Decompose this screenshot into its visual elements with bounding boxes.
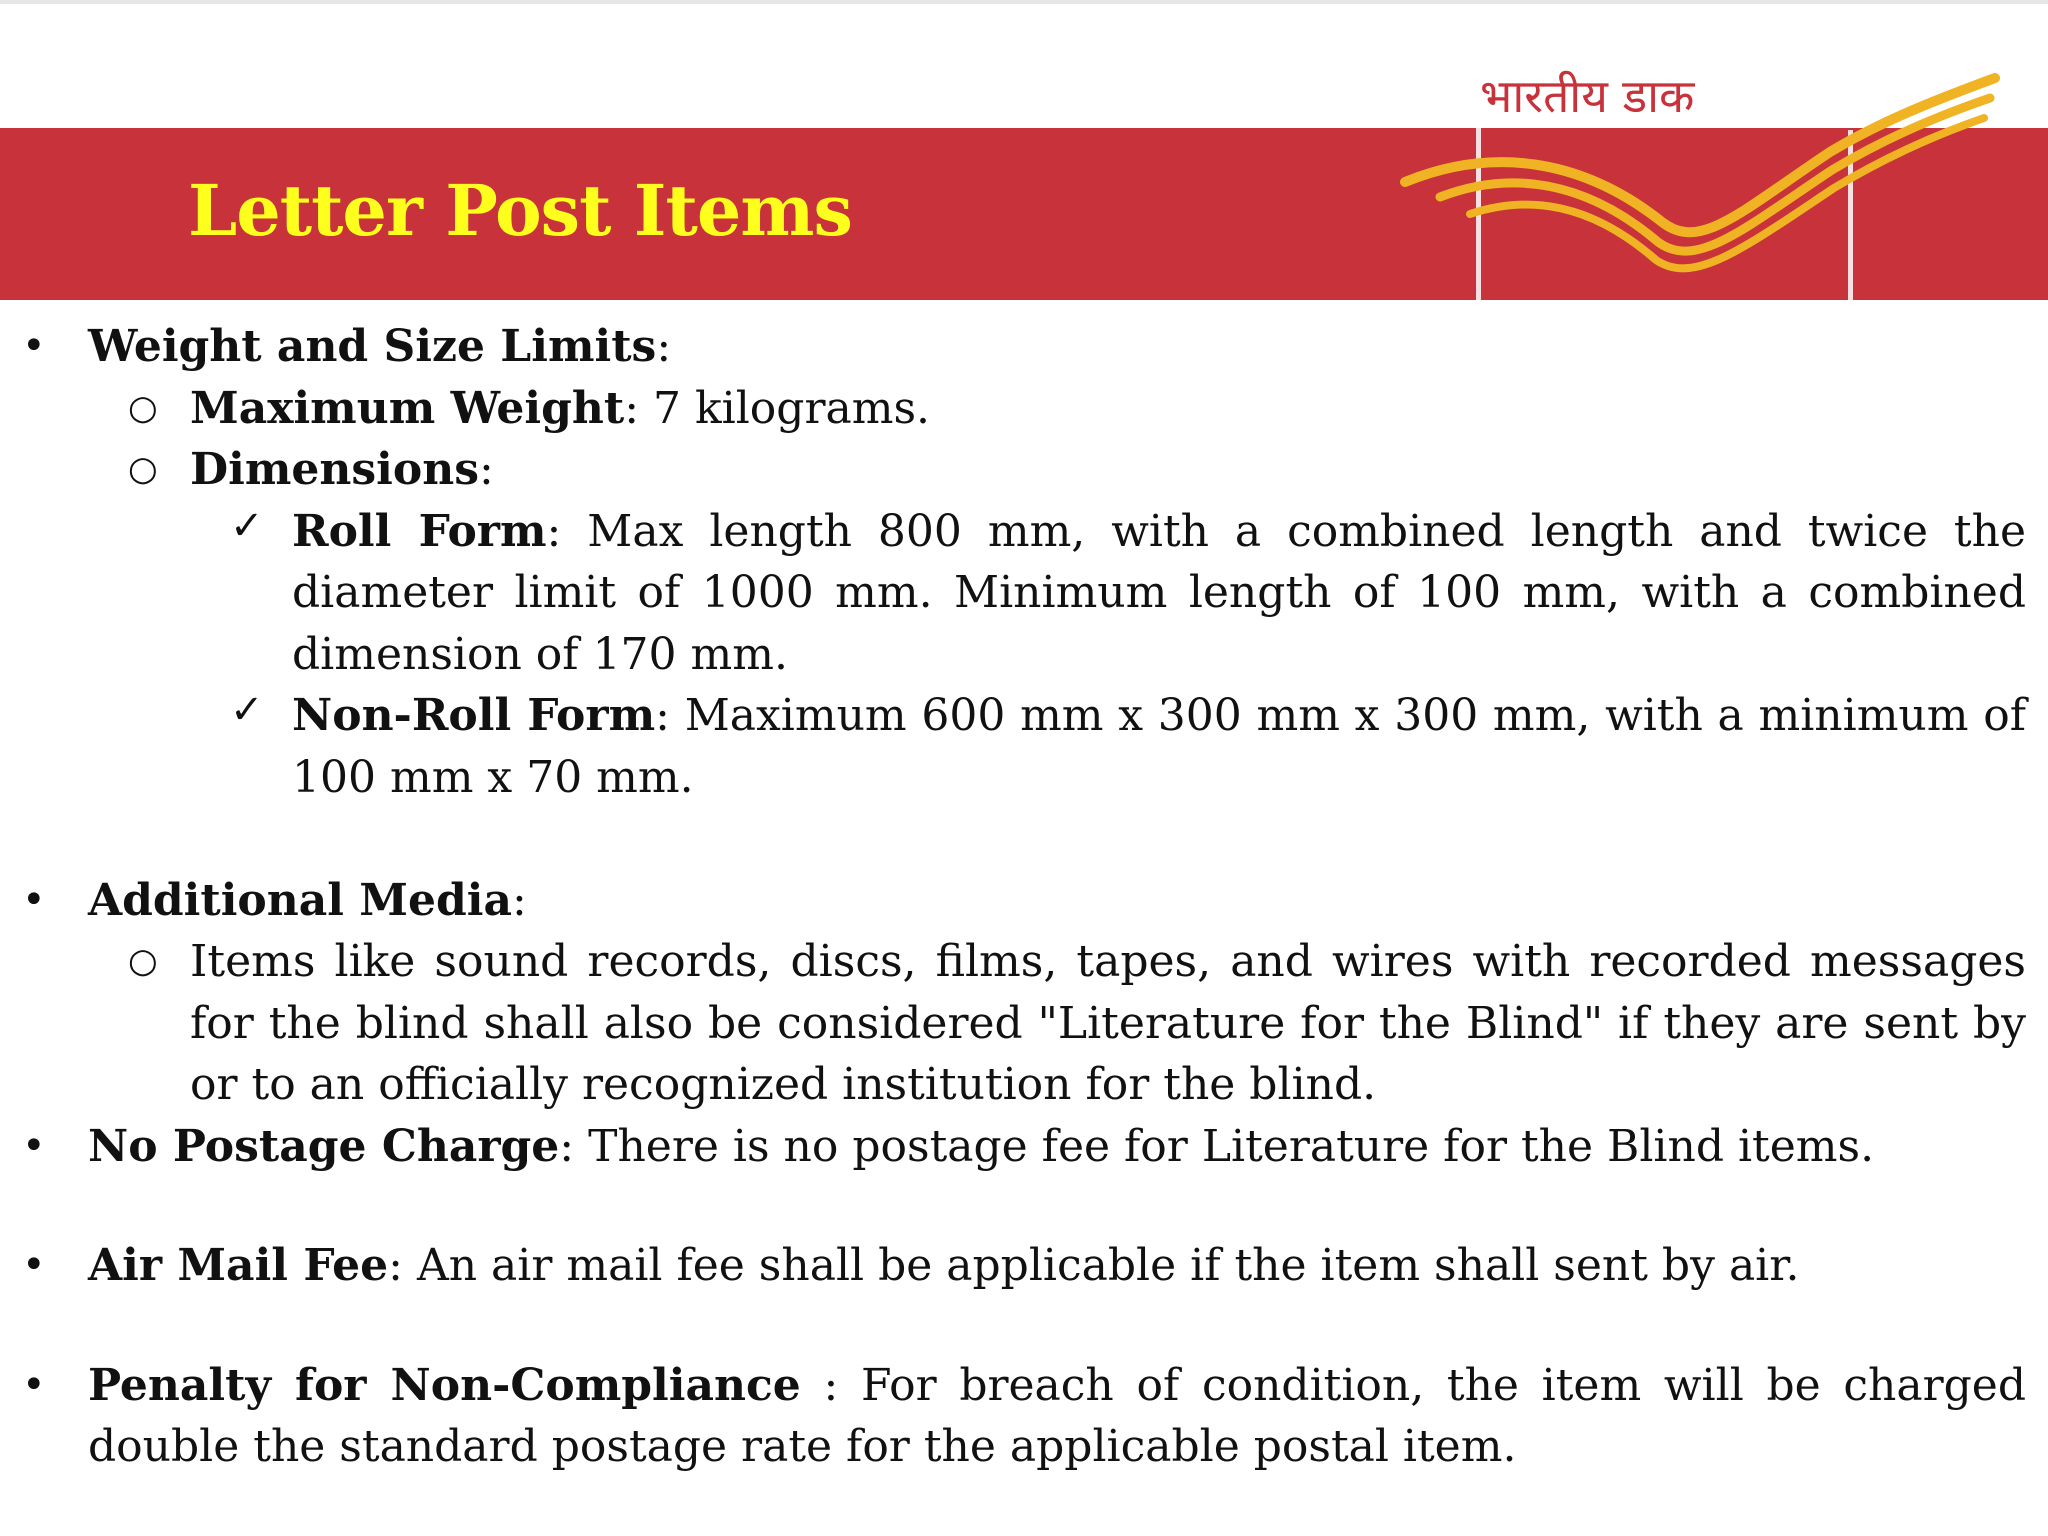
bullet-dot-icon: • <box>22 323 46 369</box>
list-item-no-postage <box>0 1116 2048 1178</box>
bullet-dot-icon: • <box>22 1242 46 1288</box>
check-text: : Maximum 600 mm x 300 mm x 300 mm, with a minimum of 100 mm x 70 mm. <box>292 690 2026 803</box>
slide-title: Letter Post Items <box>188 169 852 252</box>
item-heading: Penalty for Non-Compliance <box>88 1359 801 1411</box>
bullet-dot-icon: • <box>22 1122 46 1169</box>
item-text: : An air mail fee shall be applicable if the item shall sent by air. <box>388 1240 1800 1291</box>
item-heading: No Postage Charge <box>88 1120 560 1172</box>
subitem-label: Dimensions <box>190 444 480 495</box>
list-subitem-dimensions <box>0 439 2048 501</box>
hollow-circle-icon: ○ <box>128 449 158 489</box>
item-separator: : <box>512 874 527 926</box>
spacer <box>0 808 2048 870</box>
hollow-circle-icon: ○ <box>128 387 158 428</box>
list-check-non-roll-form <box>0 685 2048 808</box>
list-item-air-mail <box>0 1235 2048 1297</box>
top-border <box>0 0 2048 4</box>
list-item-penalty <box>0 1355 2048 1478</box>
logo-text: भारतीय डाक <box>1480 69 1695 123</box>
hollow-circle-icon: ○ <box>128 941 158 981</box>
subitem-text: Items like sound records, discs, films, tapes, and wires with recorded messages for the blind shall also be considered "Literature for the Blind" if they are sent by or to an officially recognized institution for the blind. <box>190 936 2026 1110</box>
item-heading: Weight and Size Limits <box>88 321 657 372</box>
item-text: : There is no postage fee for Literature for the Blind items. <box>559 1120 1875 1172</box>
list-item-weight-size <box>0 316 2048 378</box>
bullet-dot-icon: • <box>22 876 46 923</box>
list-subitem-media-description <box>0 931 2048 1116</box>
spacer <box>0 1177 2048 1235</box>
list-check-roll-form <box>0 501 2048 686</box>
item-separator: : <box>656 321 672 372</box>
check-label: Roll Form <box>292 505 547 557</box>
checkmark-icon: ✓ <box>230 687 264 733</box>
list-item-additional-media <box>0 870 2048 932</box>
list-subitem-max-weight <box>0 378 2048 440</box>
check-label: Non-Roll Form <box>292 690 656 741</box>
subitem-text: : 7 kilograms. <box>624 382 931 434</box>
item-heading: Additional Media <box>88 874 512 926</box>
checkmark-icon: ✓ <box>230 502 264 549</box>
subitem-label: Maximum Weight <box>190 382 625 434</box>
subitem-separator: : <box>479 444 494 495</box>
slide-content <box>0 316 2048 1478</box>
check-text: : Max length 800 mm, with a combined length and twice the diameter limit of 1000 mm. Minimum length of 100 mm, with a combined dimension of 170 mm. <box>292 505 2026 680</box>
item-heading: Air Mail Fee <box>88 1240 389 1291</box>
spacer <box>0 1297 2048 1355</box>
item-text: : For breach of condition, the item will be charged double the standard postage rate for the applicable postal item. <box>88 1359 2026 1472</box>
bullet-dot-icon: • <box>22 1361 46 1408</box>
